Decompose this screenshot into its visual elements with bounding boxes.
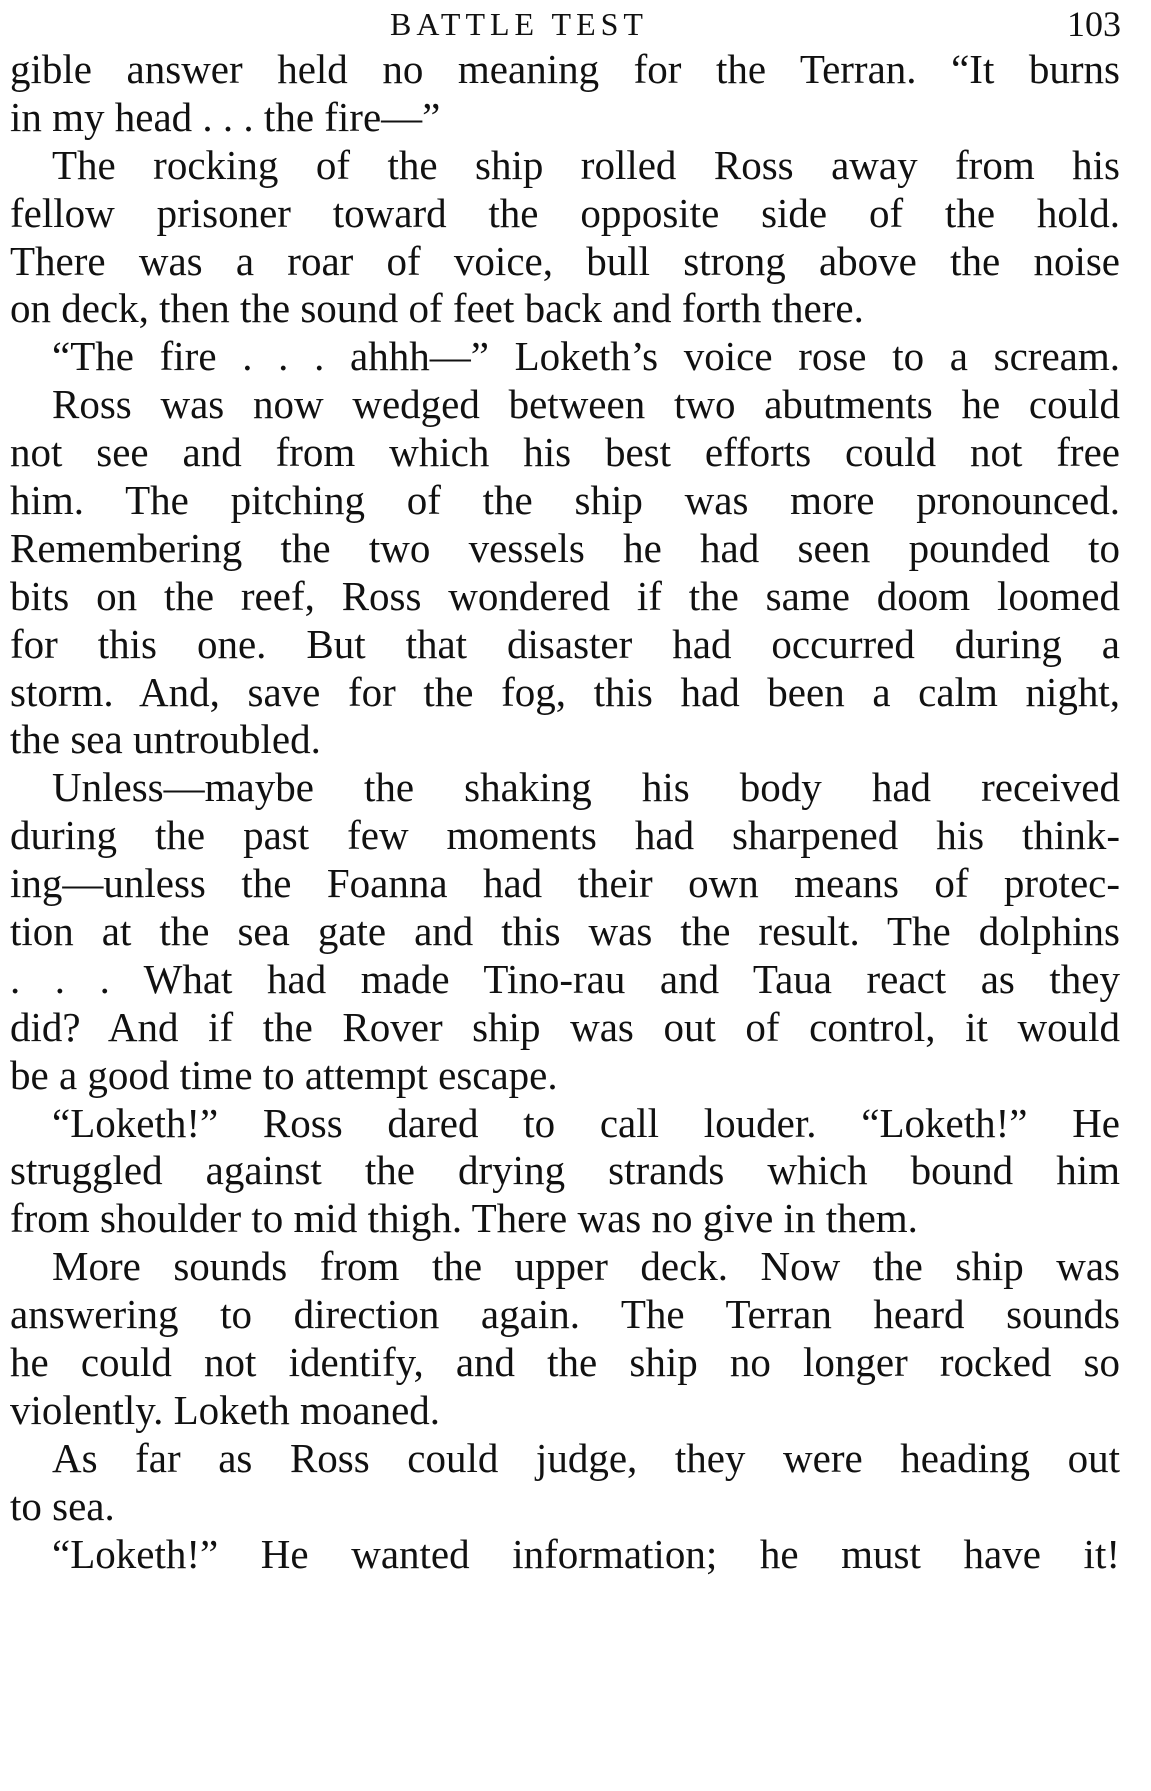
text-line: the sea untroubled. xyxy=(10,716,321,763)
text-line: he could not identify, and the ship no longer rocked so xyxy=(10,1339,1120,1386)
text-line: from shoulder to mid thigh. There was no give in them. xyxy=(10,1195,918,1242)
text-line: on deck, then the sound of feet back and forth there. xyxy=(10,285,864,332)
text-line: be a good time to attempt escape. xyxy=(10,1051,558,1098)
text-line: bits on the reef, Ross wondered if the same doom loomed xyxy=(10,572,1120,619)
text-line: in my head . . . the fire—” xyxy=(10,93,441,140)
text-line: fellow prisoner toward the opposite side of the hold. xyxy=(10,189,1120,236)
text-line: More sounds from the upper deck. Now the ship was xyxy=(52,1243,1120,1290)
text-line: Remembering the two vessels he had seen pounded to xyxy=(10,524,1120,571)
running-header xyxy=(0,2,1151,46)
text-line: not see and from which his best efforts could not free xyxy=(10,429,1120,476)
text-line: answering to direction again. The Terran heard sounds xyxy=(10,1291,1120,1338)
text-line: . . . What had made Tino-rau and Taua react as they xyxy=(10,955,1120,1002)
body-text xyxy=(10,46,1120,1579)
text-line: did? And if the Rover ship was out of control, it would xyxy=(10,1003,1120,1050)
text-line: There was a roar of voice, bull strong above the noise xyxy=(10,237,1120,284)
text-line: “The fire . . . ahhh—” Loketh’s voice rose to a scream. xyxy=(52,333,1120,380)
text-line: storm. And, save for the fog, this had been a calm night, xyxy=(10,668,1120,715)
text-line: to sea. xyxy=(10,1482,115,1529)
text-line: gible answer held no meaning for the Terran. “It burns xyxy=(10,46,1120,92)
text-line: As far as Ross could judge, they were heading out xyxy=(52,1434,1120,1481)
text-line: struggled against the drying strands which bound him xyxy=(10,1147,1120,1194)
text-line: violently. Loketh moaned. xyxy=(10,1386,441,1433)
text-line: ing—unless the Foanna had their own means of protec- xyxy=(10,860,1120,907)
text-line: tion at the sea gate and this was the result. The dolphins xyxy=(10,908,1120,955)
text-line: Ross was now wedged between two abutments he could xyxy=(52,381,1120,428)
page-number: 103 xyxy=(1067,4,1121,44)
text-line: him. The pitching of the ship was more pronounced. xyxy=(10,477,1120,524)
running-title: BATTLE TEST xyxy=(390,6,648,42)
text-line: Unless—maybe the shaking his body had received xyxy=(52,764,1120,811)
text-line: during the past few moments had sharpened his think- xyxy=(10,812,1120,859)
text-line: for this one. But that disaster had occurred during a xyxy=(10,620,1120,667)
text-line: “Loketh!” He wanted information; he must have it! xyxy=(52,1530,1120,1577)
text-line: “Loketh!” Ross dared to call louder. “Loketh!” He xyxy=(52,1099,1120,1146)
text-line: The rocking of the ship rolled Ross away from his xyxy=(52,141,1120,188)
